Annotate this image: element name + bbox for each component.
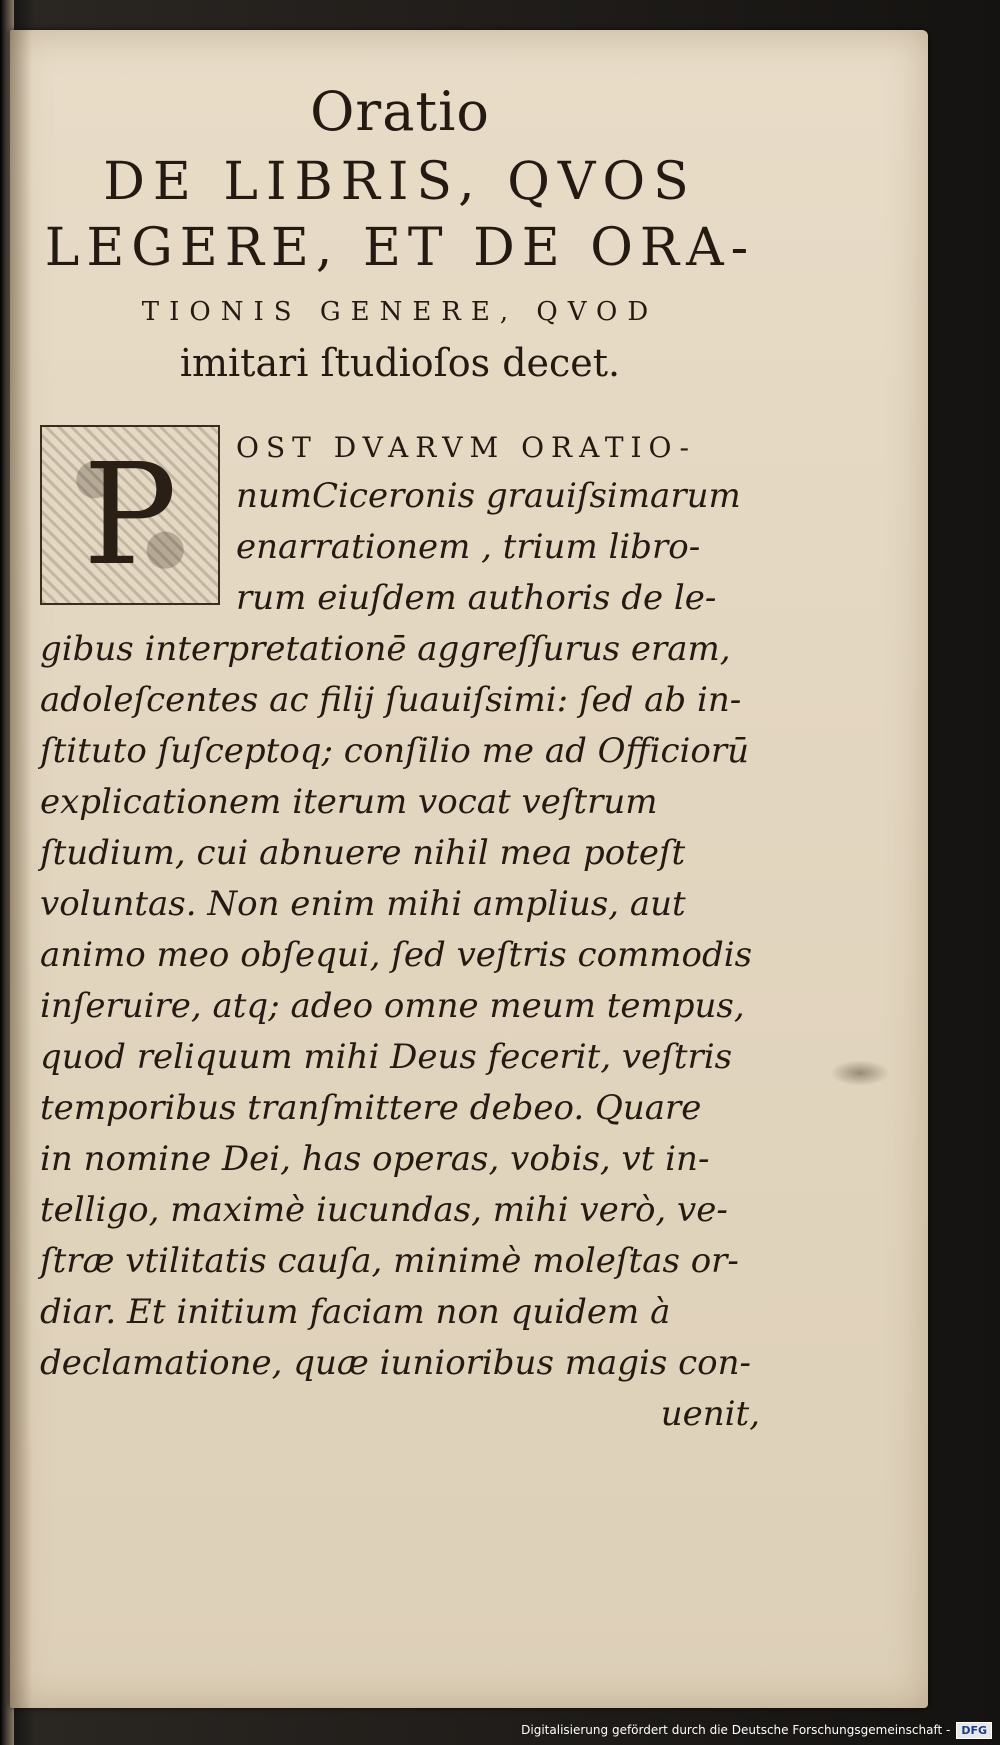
title-line-4: imitari ſtudioſos decet. (179, 341, 621, 385)
text-line: numCiceronis grauiſsimarum (236, 476, 741, 516)
text-line: explicationem iterum vocat veſtrum (40, 782, 658, 822)
text-line: diar. Et initium faciam non quidem à (40, 1292, 671, 1332)
decorated-initial: P (40, 425, 220, 605)
text-line: animo meo obſequi, ſed veſtris commodis (40, 935, 753, 975)
text-line: ſtituto ſuſceptoq; conſilio me ad Officiorū (40, 731, 750, 771)
text-line: quod reliquum mihi Deus fecerit, veſtris (40, 1037, 733, 1077)
digitization-footer (521, 1719, 992, 1741)
text-line: ſtræ vtilitatis cauſa, minimè moleſtas or- (40, 1241, 739, 1281)
first-line: OST DVARVM ORATIO- (236, 431, 696, 464)
text-line: rum eiuſdem authoris de le- (236, 578, 717, 618)
text-line: in nomine Dei, has operas, vobis, vt in- (40, 1139, 710, 1179)
text-line: adoleſcentes ac filij ſuauiſsimi: ſed ab in- (40, 680, 742, 720)
text-line: temporibus tranſmittere debeo. Quare (40, 1088, 702, 1128)
text-line: gibus interpretationē aggreſſurus eram, (40, 629, 731, 669)
title-line-2: LEGERE, ET DE ORA- (44, 218, 756, 278)
body-text (40, 425, 760, 1440)
page-gutter-shadow (10, 30, 32, 1708)
page-text (40, 80, 760, 1440)
text-line: ſtudium, cui abnuere nihil mea poteſt (40, 833, 686, 873)
text-line: declamatione, quæ iunioribus magis con- (40, 1343, 752, 1383)
title-heading: Oratio (310, 80, 490, 143)
text-line: voluntas. Non enim mihi amplius, aut (40, 884, 686, 924)
footer-text: Digitalisierung gefördert durch die Deutsche Forschungsgemeinschaft - (521, 1723, 951, 1737)
text-line: enarrationem , trium libro- (236, 527, 701, 567)
page-stain (830, 1060, 890, 1086)
catchword: uenit, (660, 1394, 760, 1434)
dfg-logo-icon: DFG (956, 1722, 992, 1739)
title-line-3: TIONIS GENERE, QVOD (141, 297, 659, 327)
title-line-1: DE LIBRIS, QVOS (103, 152, 697, 212)
text-line: inſeruire, atq; adeo omne meum tempus, (40, 986, 745, 1026)
text-line: telligo, maximè iucundas, mihi verò, ve- (40, 1190, 728, 1230)
